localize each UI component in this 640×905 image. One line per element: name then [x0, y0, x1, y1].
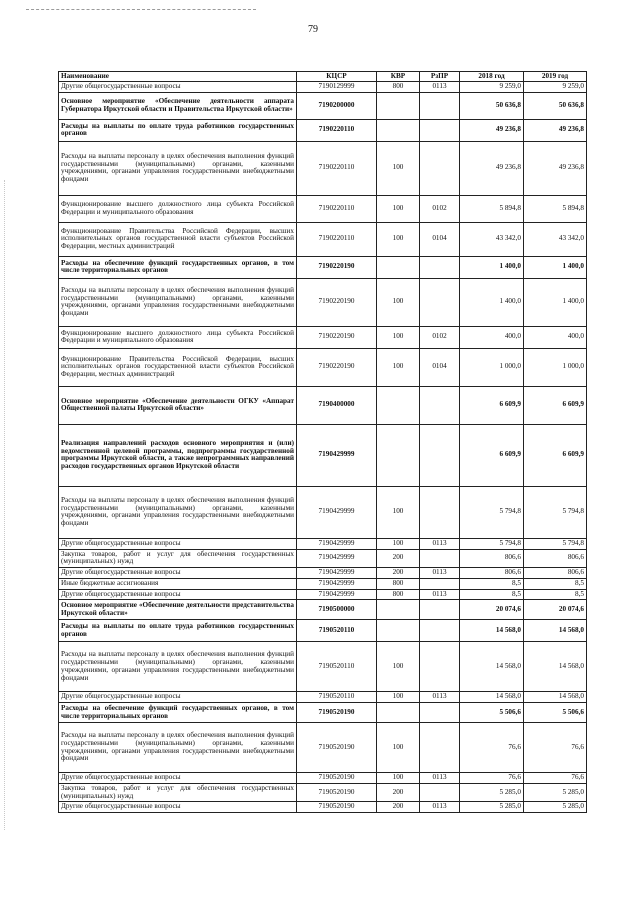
row-2019: 76,6 — [524, 723, 587, 773]
table-row — [59, 703, 587, 723]
table-row — [59, 549, 587, 568]
row-2018: 20 074,6 — [460, 600, 524, 620]
row-kvr — [377, 703, 420, 723]
row-2018: 76,6 — [460, 773, 524, 784]
row-kcsr: 7190520110 — [297, 692, 377, 703]
row-kvr: 200 — [377, 568, 420, 579]
row-2018: 50 636,8 — [460, 92, 524, 119]
row-rzpr: 0113 — [420, 692, 460, 703]
row-kvr: 100 — [377, 692, 420, 703]
row-2019: 1 000,0 — [524, 348, 587, 386]
row-name: Расходы на выплаты по оплате труда работников государственных органов — [59, 620, 297, 642]
row-rzpr — [420, 92, 460, 119]
row-rzpr — [420, 703, 460, 723]
page-number: 79 — [308, 24, 318, 35]
table-row — [59, 538, 587, 549]
row-rzpr — [420, 600, 460, 620]
row-name: Другие общегосударственные вопросы — [59, 589, 297, 600]
row-2018: 14 568,0 — [460, 692, 524, 703]
row-2019: 5 506,6 — [524, 703, 587, 723]
row-2018: 14 568,0 — [460, 642, 524, 692]
row-kvr: 800 — [377, 578, 420, 589]
header-2019: 2019 год — [524, 72, 587, 82]
table-row — [59, 119, 587, 141]
row-kcsr: 7190220110 — [297, 141, 377, 195]
row-rzpr: 0113 — [420, 589, 460, 600]
row-kvr — [377, 92, 420, 119]
table-row — [59, 424, 587, 486]
row-kvr: 100 — [377, 538, 420, 549]
row-name: Основное мероприятие «Обеспечение деятельности аппарата Губернатора Иркутской области и Правительства Иркутской области» — [59, 92, 297, 119]
row-rzpr — [420, 256, 460, 278]
row-kcsr: 7190220190 — [297, 326, 377, 348]
row-rzpr: 0104 — [420, 222, 460, 256]
header-kcsr: КЦСР — [297, 72, 377, 82]
row-2018: 5 794,8 — [460, 538, 524, 549]
row-name: Другие общегосударственные вопросы — [59, 82, 297, 93]
row-kvr: 200 — [377, 549, 420, 568]
row-rzpr: 0113 — [420, 802, 460, 813]
row-2018: 5 285,0 — [460, 802, 524, 813]
row-name: Другие общегосударственные вопросы — [59, 773, 297, 784]
table-row — [59, 723, 587, 773]
row-2019: 5 894,8 — [524, 195, 587, 222]
table-row — [59, 326, 587, 348]
row-kvr: 100 — [377, 141, 420, 195]
row-kcsr: 7190429999 — [297, 549, 377, 568]
row-rzpr — [420, 386, 460, 424]
scan-left-edge — [4, 180, 6, 830]
row-kcsr: 7190429999 — [297, 424, 377, 486]
row-2019: 49 236,8 — [524, 141, 587, 195]
row-kcsr: 7190520190 — [297, 703, 377, 723]
row-2018: 1 400,0 — [460, 256, 524, 278]
row-2019: 20 074,6 — [524, 600, 587, 620]
row-2019: 806,6 — [524, 568, 587, 579]
row-rzpr — [420, 424, 460, 486]
row-kvr — [377, 600, 420, 620]
row-kcsr: 7190129999 — [297, 82, 377, 93]
row-2018: 5 285,0 — [460, 783, 524, 802]
budget-table — [58, 71, 587, 813]
row-name: Расходы на выплаты персоналу в целях обеспечения выполнения функций государственными (муниципальными) органами, казенными учреждениями, органами управления государственными внебюджетными фондами — [59, 642, 297, 692]
row-2019: 6 609,9 — [524, 386, 587, 424]
row-kvr — [377, 256, 420, 278]
row-2019: 14 568,0 — [524, 620, 587, 642]
scan-top-edge — [26, 9, 256, 10]
row-kvr: 800 — [377, 589, 420, 600]
row-2018: 49 236,8 — [460, 141, 524, 195]
row-2018: 8,5 — [460, 578, 524, 589]
row-2018: 1 400,0 — [460, 278, 524, 326]
row-name: Основное мероприятие «Обеспечение деятельности ОГКУ «Аппарат Общественной палаты Иркутской области» — [59, 386, 297, 424]
row-name: Другие общегосударственные вопросы — [59, 538, 297, 549]
row-rzpr — [420, 119, 460, 141]
row-rzpr: 0104 — [420, 348, 460, 386]
row-2019: 6 609,9 — [524, 424, 587, 486]
row-name: Закупка товаров, работ и услуг для обеспечения государственных (муниципальных) нужд — [59, 549, 297, 568]
table-row — [59, 82, 587, 93]
row-kcsr: 7190220190 — [297, 278, 377, 326]
table-row — [59, 348, 587, 386]
row-2019: 43 342,0 — [524, 222, 587, 256]
row-kcsr: 7190400000 — [297, 386, 377, 424]
table-row — [59, 386, 587, 424]
row-2018: 806,6 — [460, 568, 524, 579]
row-kcsr: 7190220190 — [297, 256, 377, 278]
row-rzpr: 0113 — [420, 82, 460, 93]
table-row — [59, 589, 587, 600]
row-kvr: 100 — [377, 326, 420, 348]
row-kcsr: 7190520190 — [297, 802, 377, 813]
header-name: Наименование — [59, 72, 297, 82]
row-name: Закупка товаров, работ и услуг для обеспечения государственных (муниципальных) нужд — [59, 783, 297, 802]
row-name: Функционирование Правительства Российской Федерации, высших исполнительных органов государственной власти субъектов Российской Федерации, местных администраций — [59, 348, 297, 386]
table-row — [59, 256, 587, 278]
row-name: Расходы на выплаты персоналу в целях обеспечения выполнения функций государственными (муниципальными) органами, казенными учреждениями, органами управления государственными внебюджетными фондами — [59, 278, 297, 326]
row-2019: 1 400,0 — [524, 278, 587, 326]
table-header-row — [59, 72, 587, 82]
row-2019: 76,6 — [524, 773, 587, 784]
table-row — [59, 642, 587, 692]
row-2019: 5 794,8 — [524, 538, 587, 549]
row-kvr — [377, 119, 420, 141]
row-name: Другие общегосударственные вопросы — [59, 568, 297, 579]
row-2019: 5 285,0 — [524, 783, 587, 802]
row-rzpr — [420, 723, 460, 773]
row-kvr: 200 — [377, 783, 420, 802]
row-2019: 8,5 — [524, 578, 587, 589]
row-2019: 5 285,0 — [524, 802, 587, 813]
row-kcsr: 7190220190 — [297, 348, 377, 386]
row-2018: 49 236,8 — [460, 119, 524, 141]
row-kvr: 100 — [377, 222, 420, 256]
row-2019: 14 568,0 — [524, 642, 587, 692]
row-name: Расходы на выплаты персоналу в целях обеспечения выполнения функций государственными (муниципальными) органами, казенными учреждениями, органами управления государственными внебюджетными фондами — [59, 723, 297, 773]
row-2018: 14 568,0 — [460, 620, 524, 642]
row-rzpr — [420, 549, 460, 568]
row-kvr: 100 — [377, 642, 420, 692]
row-2019: 50 636,8 — [524, 92, 587, 119]
row-rzpr: 0113 — [420, 538, 460, 549]
row-2019: 49 236,8 — [524, 119, 587, 141]
row-kvr — [377, 424, 420, 486]
table-row — [59, 141, 587, 195]
row-name: Иные бюджетные ассигнования — [59, 578, 297, 589]
row-2018: 400,0 — [460, 326, 524, 348]
header-2018: 2018 год — [460, 72, 524, 82]
row-kvr: 100 — [377, 486, 420, 538]
table-row — [59, 578, 587, 589]
row-2018: 1 000,0 — [460, 348, 524, 386]
row-2018: 5 506,6 — [460, 703, 524, 723]
row-2018: 5 894,8 — [460, 195, 524, 222]
row-kvr — [377, 620, 420, 642]
row-kcsr: 7190220110 — [297, 119, 377, 141]
row-kvr: 100 — [377, 723, 420, 773]
header-rzpr: РзПР — [420, 72, 460, 82]
row-kcsr: 7190500000 — [297, 600, 377, 620]
row-name: Расходы на обеспечение функций государственных органов, в том числе территориальных органов — [59, 703, 297, 723]
row-2018: 6 609,9 — [460, 386, 524, 424]
row-kcsr: 7190520190 — [297, 723, 377, 773]
row-rzpr: 0102 — [420, 195, 460, 222]
row-2019: 8,5 — [524, 589, 587, 600]
row-kcsr: 7190429999 — [297, 589, 377, 600]
row-kvr: 100 — [377, 348, 420, 386]
row-2019: 400,0 — [524, 326, 587, 348]
row-name: Другие общегосударственные вопросы — [59, 692, 297, 703]
header-kvr: КВР — [377, 72, 420, 82]
row-2019: 806,6 — [524, 549, 587, 568]
row-rzpr: 0102 — [420, 326, 460, 348]
row-2019: 1 400,0 — [524, 256, 587, 278]
table-row — [59, 222, 587, 256]
row-name: Функционирование Правительства Российской Федерации, высших исполнительных органов государственной власти субъектов Российской Федерации, местных администраций — [59, 222, 297, 256]
row-name: Расходы на выплаты персоналу в целях обеспечения выполнения функций государственными (муниципальными) органами, казенными учреждениями, органами управления государственными внебюджетными фондами — [59, 141, 297, 195]
row-rzpr — [420, 278, 460, 326]
row-rzpr: 0113 — [420, 773, 460, 784]
row-2019: 14 568,0 — [524, 692, 587, 703]
row-rzpr — [420, 642, 460, 692]
row-kvr: 200 — [377, 802, 420, 813]
row-kvr: 100 — [377, 773, 420, 784]
row-rzpr — [420, 783, 460, 802]
row-2019: 9 259,0 — [524, 82, 587, 93]
row-rzpr: 0113 — [420, 568, 460, 579]
row-rzpr — [420, 578, 460, 589]
row-kvr — [377, 386, 420, 424]
row-name: Основное мероприятие «Обеспечение деятельности представительства Иркутской области» — [59, 600, 297, 620]
row-2018: 6 609,9 — [460, 424, 524, 486]
row-kcsr: 7190220110 — [297, 222, 377, 256]
row-rzpr — [420, 486, 460, 538]
table-row — [59, 568, 587, 579]
row-2018: 76,6 — [460, 723, 524, 773]
table-row — [59, 783, 587, 802]
row-kcsr: 7190429999 — [297, 568, 377, 579]
row-2018: 9 259,0 — [460, 82, 524, 93]
row-rzpr — [420, 620, 460, 642]
row-name: Другие общегосударственные вопросы — [59, 802, 297, 813]
table-row — [59, 92, 587, 119]
row-name: Реализация направлений расходов основного мероприятия и (или) ведомственной целевой программы, подпрограммы государственной программы Иркутской области, а также непрограммных направлений расходов государственных органов Иркутской области — [59, 424, 297, 486]
table-body — [59, 82, 587, 813]
row-kcsr: 7190520110 — [297, 642, 377, 692]
row-2018: 8,5 — [460, 589, 524, 600]
row-kvr: 800 — [377, 82, 420, 93]
row-2018: 806,6 — [460, 549, 524, 568]
row-name: Расходы на выплаты персоналу в целях обеспечения выполнения функций государственными (муниципальными) органами, казенными учреждениями, органами управления государственными внебюджетными фондами — [59, 486, 297, 538]
row-kcsr: 7190520110 — [297, 620, 377, 642]
table-row — [59, 620, 587, 642]
row-kcsr: 7190429999 — [297, 486, 377, 538]
row-2018: 5 794,8 — [460, 486, 524, 538]
table-row — [59, 692, 587, 703]
row-kcsr: 7190220110 — [297, 195, 377, 222]
row-2018: 43 342,0 — [460, 222, 524, 256]
table-row — [59, 278, 587, 326]
row-kcsr: 7190520190 — [297, 773, 377, 784]
row-kcsr: 7190429999 — [297, 538, 377, 549]
table-row — [59, 773, 587, 784]
row-kcsr: 7190520190 — [297, 783, 377, 802]
row-name: Расходы на выплаты по оплате труда работников государственных органов — [59, 119, 297, 141]
row-rzpr — [420, 141, 460, 195]
table-row — [59, 802, 587, 813]
row-name: Функционирование высшего должностного лица субъекта Российской Федерации и муниципального образования — [59, 326, 297, 348]
row-name: Функционирование высшего должностного лица субъекта Российской Федерации и муниципального образования — [59, 195, 297, 222]
table-row — [59, 600, 587, 620]
row-kvr: 100 — [377, 195, 420, 222]
row-kcsr: 7190429999 — [297, 578, 377, 589]
row-2019: 5 794,8 — [524, 486, 587, 538]
row-kcsr: 7190200000 — [297, 92, 377, 119]
table-row — [59, 195, 587, 222]
row-kvr: 100 — [377, 278, 420, 326]
table-row — [59, 486, 587, 538]
row-name: Расходы на обеспечение функций государственных органов, в том числе территориальных органов — [59, 256, 297, 278]
